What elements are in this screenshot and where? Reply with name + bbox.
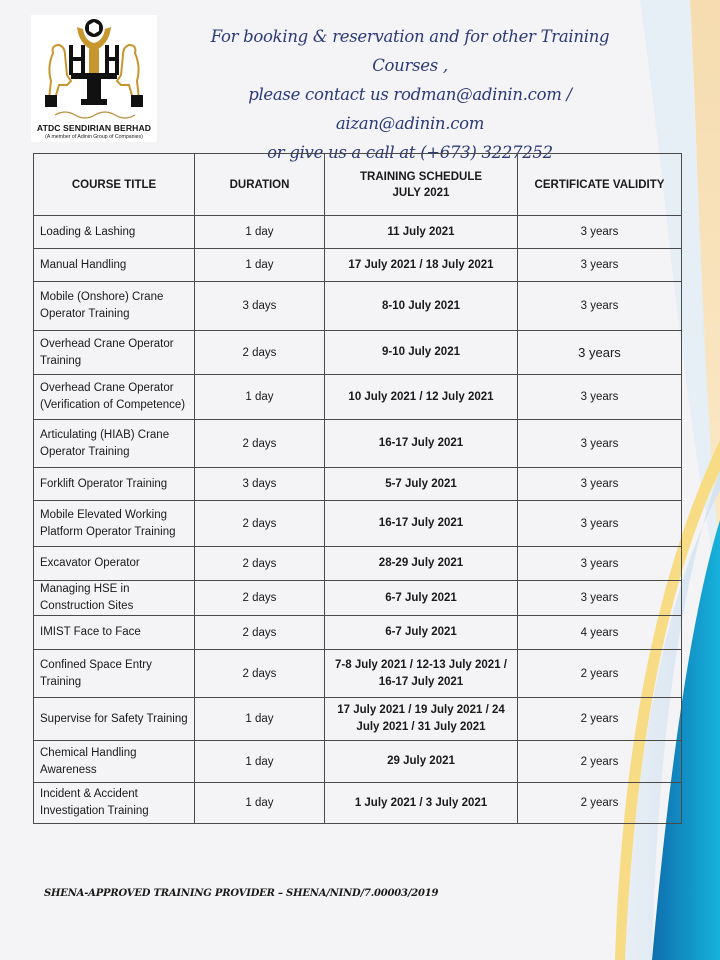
schedule-cell <box>325 547 518 581</box>
duration-cell: 1 day <box>195 783 325 824</box>
table-row <box>34 741 682 783</box>
course-title-line: Loading & Lashing <box>40 225 136 238</box>
validity-cell: 3 years <box>518 331 682 375</box>
course-title-line: Overhead Crane Operator <box>40 337 174 350</box>
table-row <box>34 698 682 741</box>
schedule-cell <box>325 501 518 547</box>
course-title-cell <box>34 375 195 420</box>
schedule-line: 7-8 July 2021 / 12-13 July 2021 / <box>335 658 507 671</box>
course-title-line: Managing HSE in <box>40 583 130 595</box>
schedule-line: 28-29 July 2021 <box>378 557 464 569</box>
duration-cell: 2 days <box>195 331 325 375</box>
course-title-line: Chemical Handling <box>40 746 137 759</box>
course-title-cell <box>34 282 195 331</box>
header-training-schedule <box>325 154 518 216</box>
table-row <box>34 581 682 616</box>
course-title-cell <box>34 331 195 375</box>
schedule-line: 10 July 2021 / 12 July 2021 <box>348 390 494 403</box>
contact-line-1: For booking & reservation and for other Training Courses , <box>210 27 610 75</box>
duration-cell: 2 days <box>195 616 325 650</box>
course-title-cell <box>34 216 195 249</box>
validity-cell: 4 years <box>518 616 682 650</box>
course-title-line: Construction Sites <box>40 600 134 612</box>
table-row <box>34 249 682 282</box>
duration-cell: 3 days <box>195 468 325 501</box>
duration-cell: 2 days <box>195 650 325 698</box>
validity-cell: 2 years <box>518 698 682 741</box>
training-schedule-table <box>33 153 682 824</box>
schedule-line: 17 July 2021 / 19 July 2021 / 24 <box>337 704 505 716</box>
header-duration: DURATION <box>195 154 325 216</box>
schedule-line: 16-17 July 2021 <box>378 517 464 529</box>
course-title-line: Forklift Operator Training <box>40 477 168 490</box>
table-row <box>34 650 682 698</box>
schedule-cell <box>325 420 518 468</box>
schedule-cell <box>325 331 518 375</box>
schedule-cell <box>325 783 518 824</box>
schedule-cell <box>325 616 518 650</box>
contact-line-3: or give us a call at (+673) 3227252 <box>267 143 553 162</box>
schedule-cell <box>325 282 518 331</box>
course-title-line: Excavator Operator <box>40 557 140 569</box>
validity-cell: 3 years <box>518 420 682 468</box>
validity-cell: 3 years <box>518 501 682 547</box>
course-title-cell <box>34 741 195 783</box>
table-row <box>34 282 682 331</box>
course-title-line: Supervise for Safety Training <box>40 712 188 725</box>
header-certificate-validity: CERTIFICATE VALIDITY <box>518 154 682 216</box>
validity-cell: 2 years <box>518 650 682 698</box>
table-header-row <box>34 154 682 216</box>
duration-cell: 2 days <box>195 501 325 547</box>
validity-cell: 3 years <box>518 581 682 616</box>
course-title-cell <box>34 501 195 547</box>
course-title-cell <box>34 468 195 501</box>
course-title-line: Investigation Training <box>40 805 149 817</box>
duration-cell: 2 days <box>195 547 325 581</box>
table-row <box>34 783 682 824</box>
schedule-line: 16-17 July 2021 <box>378 437 464 449</box>
schedule-line: 5-7 July 2021 <box>385 477 457 490</box>
contact-line-2: please contact us rodman@adinin.com / aizan@adinin.com <box>248 85 572 133</box>
schedule-line: 6-7 July 2021 <box>385 626 457 638</box>
course-title-cell <box>34 650 195 698</box>
duration-cell: 2 days <box>195 581 325 616</box>
table-row <box>34 420 682 468</box>
header-schedule-line-1: TRAINING SCHEDULE <box>359 170 483 183</box>
course-title-cell <box>34 249 195 282</box>
schedule-line: July 2021 / 31 July 2021 <box>356 721 486 733</box>
course-title-line: Awareness <box>40 763 97 776</box>
schedule-line: 8-10 July 2021 <box>381 299 460 312</box>
course-title-line: Mobile Elevated Working <box>40 508 167 521</box>
schedule-line: 17 July 2021 / 18 July 2021 <box>348 258 494 271</box>
table-row <box>34 547 682 581</box>
schedule-line: 9-10 July 2021 <box>381 346 460 358</box>
table-row <box>34 375 682 420</box>
course-title-line: Operator Training <box>40 308 130 320</box>
course-title-line: Training <box>40 354 82 367</box>
schedule-line: 6-7 July 2021 <box>385 591 457 604</box>
course-title-cell <box>34 783 195 824</box>
schedule-cell <box>325 468 518 501</box>
duration-cell: 1 day <box>195 698 325 741</box>
course-title-line: Overhead Crane Operator <box>40 382 174 394</box>
course-title-line: Articulating (HIAB) Crane <box>40 428 170 441</box>
company-tagline: (A member of Adinin Group of Companies) <box>45 134 143 140</box>
course-title-cell <box>34 616 195 650</box>
approval-footer: SHENA-APPROVED TRAINING PROVIDER – SHENA/NIND/7.00003/2019 <box>44 888 439 899</box>
schedule-cell <box>325 650 518 698</box>
validity-cell: 3 years <box>518 468 682 501</box>
duration-cell: 1 day <box>195 741 325 783</box>
course-title-line: Training <box>40 675 82 688</box>
duration-cell: 2 days <box>195 420 325 468</box>
table-row <box>34 468 682 501</box>
validity-cell: 3 years <box>518 547 682 581</box>
validity-cell: 3 years <box>518 282 682 331</box>
validity-cell: 3 years <box>518 375 682 420</box>
schedule-cell <box>325 216 518 249</box>
course-title-line: (Verification of Competence) <box>40 399 186 411</box>
course-title-cell <box>34 698 195 741</box>
course-title-line: Confined Space Entry <box>40 658 152 671</box>
schedule-line: 1 July 2021 / 3 July 2021 <box>354 796 488 809</box>
company-name: ATDC SENDIRIAN BERHAD <box>36 123 152 133</box>
schedule-line: 29 July 2021 <box>387 755 455 767</box>
validity-cell: 2 years <box>518 741 682 783</box>
schedule-cell <box>325 741 518 783</box>
schedule-cell <box>325 375 518 420</box>
table-row <box>34 331 682 375</box>
contact-info <box>180 22 640 167</box>
course-title-cell <box>34 547 195 581</box>
schedule-cell <box>325 581 518 616</box>
validity-cell: 3 years <box>518 249 682 282</box>
table-row <box>34 501 682 547</box>
table-row <box>34 616 682 650</box>
logo-emblem-icon <box>31 15 157 123</box>
course-title-line: Manual Handling <box>40 258 127 271</box>
duration-cell: 1 day <box>195 375 325 420</box>
duration-cell: 1 day <box>195 249 325 282</box>
company-logo <box>31 15 157 142</box>
schedule-cell <box>325 249 518 282</box>
course-title-cell <box>34 420 195 468</box>
schedule-line: 11 July 2021 <box>387 225 455 238</box>
schedule-line: 16-17 July 2021 <box>378 675 464 688</box>
validity-cell: 3 years <box>518 216 682 249</box>
table-row <box>34 216 682 249</box>
duration-cell: 3 days <box>195 282 325 331</box>
header-course-title: COURSE TITLE <box>34 154 195 216</box>
schedule-cell <box>325 698 518 741</box>
course-title-cell <box>34 581 195 616</box>
header-schedule-line-2: JULY 2021 <box>392 186 450 199</box>
validity-cell: 2 years <box>518 783 682 824</box>
course-title-line: IMIST Face to Face <box>40 626 141 638</box>
course-title-line: Incident & Accident <box>40 788 138 800</box>
course-title-line: Operator Training <box>40 445 130 458</box>
course-title-line: Mobile (Onshore) Crane <box>40 291 164 303</box>
course-title-line: Platform Operator Training <box>40 525 176 538</box>
duration-cell: 1 day <box>195 216 325 249</box>
